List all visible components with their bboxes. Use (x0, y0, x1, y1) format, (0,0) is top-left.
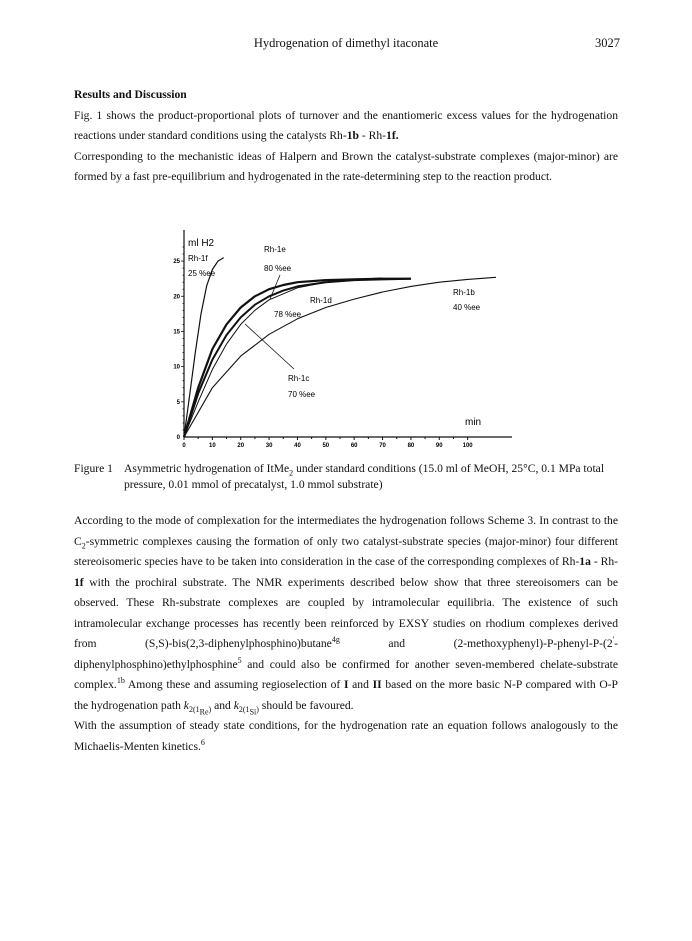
caption-subscript: 2 (289, 468, 294, 478)
caption-number: Figure 1 (74, 462, 113, 475)
hydrogen-uptake-chart (160, 222, 520, 448)
p3-e: and (2-methoxyphenyl)-P-phenyl-P-(2 (339, 637, 613, 650)
rate-k-re: k (183, 698, 189, 712)
x-axis-title: min (465, 417, 482, 428)
y-tick-label: 20 (173, 294, 180, 301)
y-axis-title: ml H2 (188, 238, 215, 249)
rate-k-re-sub (188, 704, 212, 717)
caption-body (124, 461, 622, 493)
y-tick-label: 25 (173, 259, 180, 266)
x-tick-label: 100 (462, 443, 473, 448)
p3-bold-II: II (372, 678, 382, 691)
p3-prime: ' (612, 635, 615, 645)
rate-k-si-sub (238, 704, 259, 717)
caption-text-2: under standard conditions (15.0 ml of MeOH, 25°C, 0.1 MPa total pressure, 0.01 mmol of precatalyst, 1.0 mmol substrate) (124, 462, 605, 491)
figure-caption (74, 461, 622, 493)
p3-and2: and (211, 698, 234, 712)
label-ee-1f: 25 %ee (188, 269, 216, 278)
p3-ref-5: 5 (237, 655, 242, 665)
body-text (74, 511, 618, 757)
y-tick-label: 15 (173, 329, 180, 336)
label-rh-1e: Rh-1e (264, 245, 286, 254)
x-tick-label: 30 (265, 443, 273, 448)
p3-bold-1a: 1a (579, 555, 591, 568)
p3-a: According to the mode of complexation for the intermediates the hydrogenation follows Scheme 3. In contrast to the C (74, 514, 618, 548)
p3-bold-I: I (343, 678, 349, 691)
running-title: Hydrogenation of dimethyl itaconate (253, 36, 439, 50)
paragraph-complexation (74, 511, 618, 716)
p3-ref-4g: 4g (331, 635, 340, 645)
curve-rh-1e (184, 279, 411, 437)
page-number: 3027 (595, 36, 620, 50)
curve-rh-1b (184, 277, 496, 437)
label-rh-1f: Rh-1f (188, 254, 208, 263)
p3-h: Among these and assuming regioselection of (124, 678, 344, 691)
x-tick-label: 10 (209, 443, 216, 448)
p3-i: based on the more basic N-P compared with O-P the hydrogenation path (74, 678, 619, 712)
p1-mid: - Rh- (358, 129, 387, 142)
x-tick-label: 90 (435, 443, 443, 448)
x-tick-label: 50 (322, 443, 330, 448)
rate-k-re-sub-text: 2(1 (188, 704, 200, 714)
paragraph-fig1 (74, 106, 618, 147)
label-rh-1b: Rh-1b (453, 288, 475, 297)
p3-f: -diphenylphosphino)ethylphosphine (74, 637, 618, 671)
p4-ref-6: 6 (200, 737, 205, 747)
y-tick-label: 5 (176, 399, 180, 406)
p3-sub: 2 (81, 540, 86, 550)
p3-bold-1f: 1f (74, 575, 84, 589)
rate-k-re-close: ) (208, 704, 212, 714)
x-tick-label: 40 (294, 443, 301, 448)
p3-and: and (348, 678, 373, 691)
x-tick-label: 60 (350, 443, 358, 448)
x-tick-label: 80 (407, 443, 415, 448)
chart-curves (184, 258, 496, 437)
results-section (74, 85, 618, 188)
chart-annotations (188, 245, 481, 399)
label-ee-1b: 40 %ee (453, 303, 481, 312)
paragraph-steady-state (74, 716, 618, 757)
paragraph-mechanism: Corresponding to the mechanistic ideas of Halpern and Brown the catalyst-substrate complexes (major-minor) are formed by a fast pre-equilibrium and hydrogenated in the rate-determining step to the reaction product. (74, 149, 618, 183)
rate-k-si-sub-text: 2(1 (238, 704, 250, 714)
p3-ref-1b: 1b (116, 676, 125, 686)
p3-d: with the prochiral substrate. The NMR experiments described below show that three stereoisomers can be observed. These Rh-substrate complexes are coupled by intramolecular equilibria. The existence of such intramolecular exchange processes has recently been reinforced by EXSY studies on rhodium complexes derived from (S,S)-bis(2,3-diphenylphosphino)butane (74, 575, 618, 650)
label-ee-1d: 78 %ee (274, 310, 302, 319)
p1-text: Fig. 1 shows the product-proportional plots of turnover and the enantiomeric excess values for the hydrogenation reactions under standard conditions using the catalysts Rh- (74, 108, 618, 142)
p3-b: -symmetric complexes causing the formation of only two catalyst-substrate species (major-minor) four different stereoisomeric species have to be taken into consideration in the case of the corresponding complexes of Rh- (74, 534, 618, 568)
p3-g: and could also be confirmed for another seven-membered chelate-substrate complex. (74, 657, 618, 691)
x-tick-label: 0 (182, 443, 186, 448)
label-rh-1c: Rh-1c (288, 374, 310, 383)
p1-bold-1b: 1b (346, 129, 359, 142)
y-tick-label: 10 (173, 364, 180, 371)
rate-k-si-subsub: Si (249, 707, 257, 717)
x-tick-label: 20 (237, 443, 245, 448)
caption-text-1: Asymmetric hydrogenation of ItMe (124, 462, 290, 475)
x-tick-label: 70 (379, 443, 386, 448)
p1-bold-1f: 1f. (386, 129, 399, 142)
p3-c: - Rh- (590, 555, 618, 568)
section-heading: Results and Discussion (74, 88, 187, 101)
y-tick-label: 0 (176, 435, 180, 441)
rate-k-si-close: ) (256, 704, 259, 714)
label-rh-1d: Rh-1d (310, 296, 332, 305)
curve-rh-1f (184, 258, 224, 437)
p4-a: With the assumption of steady state conditions, for the hydrogenation rate an equation follows analogously to the Michaelis-Menten kinetics. (74, 719, 618, 753)
rate-k-re-subsub: Re (199, 707, 209, 717)
label-ee-1c: 70 %ee (288, 390, 316, 399)
curve-rh-1d (184, 279, 411, 437)
label-ee-1e: 80 %ee (264, 264, 292, 273)
rate-k-si: k (233, 698, 239, 712)
p3-j: should be favoured. (258, 698, 354, 712)
